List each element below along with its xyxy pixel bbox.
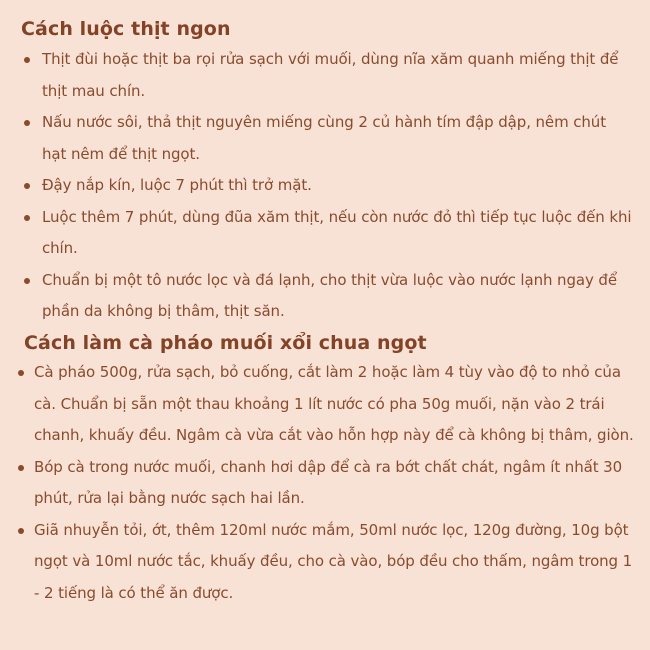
list-item: Chuẩn bị một tô nước lọc và đá lạnh, cho thịt vừa luộc vào nước lạnh ngay để phần da không bị thâm, thịt săn. [42,265,632,328]
section-title: Cách luộc thịt ngon [21,18,231,40]
section-title: Cách làm cà pháo muối xổi chua ngọt [24,332,427,354]
list-item: Thịt đùi hoặc thịt ba rọi rửa sạch với muối, dùng nĩa xăm quanh miếng thịt để thịt mau chín. [42,44,632,107]
list-item: Đậy nắp kín, luộc 7 phút thì trở mặt. [42,170,632,202]
list-item: Cà pháo 500g, rửa sạch, bỏ cuống, cắt làm 2 hoặc làm 4 tùy vào độ to nhỏ của cà. Chuẩn bị sẵn một thau khoảng 1 lít nước có pha 50g muối, nặn vào 2 trái chanh, khuấy đều. Ngâm cà vừa cắt vào hỗn hợp này để cà không bị thâm, giòn. [34,357,639,452]
list-item: Nấu nước sôi, thả thịt nguyên miếng cùng 2 củ hành tím đập dập, nêm chút hạt nêm để thịt ngọt. [42,107,632,170]
step-list [42,44,632,328]
step-list [34,357,639,609]
list-item: Luộc thêm 7 phút, dùng đũa xăm thịt, nếu còn nước đỏ thì tiếp tục luộc đến khi chín. [42,202,632,265]
list-item: Bóp cà trong nước muối, chanh hơi dập để cà ra bớt chất chát, ngâm ít nhất 30 phút, rửa lại bằng nước sạch hai lần. [34,452,639,515]
list-item: Giã nhuyễn tỏi, ớt, thêm 120ml nước mắm, 50ml nước lọc, 120g đường, 10g bột ngọt và 10ml nước tắc, khuấy đều, cho cà vào, bóp đều cho thấm, ngâm trong 1 - 2 tiếng là có thể ăn được. [34,515,639,610]
